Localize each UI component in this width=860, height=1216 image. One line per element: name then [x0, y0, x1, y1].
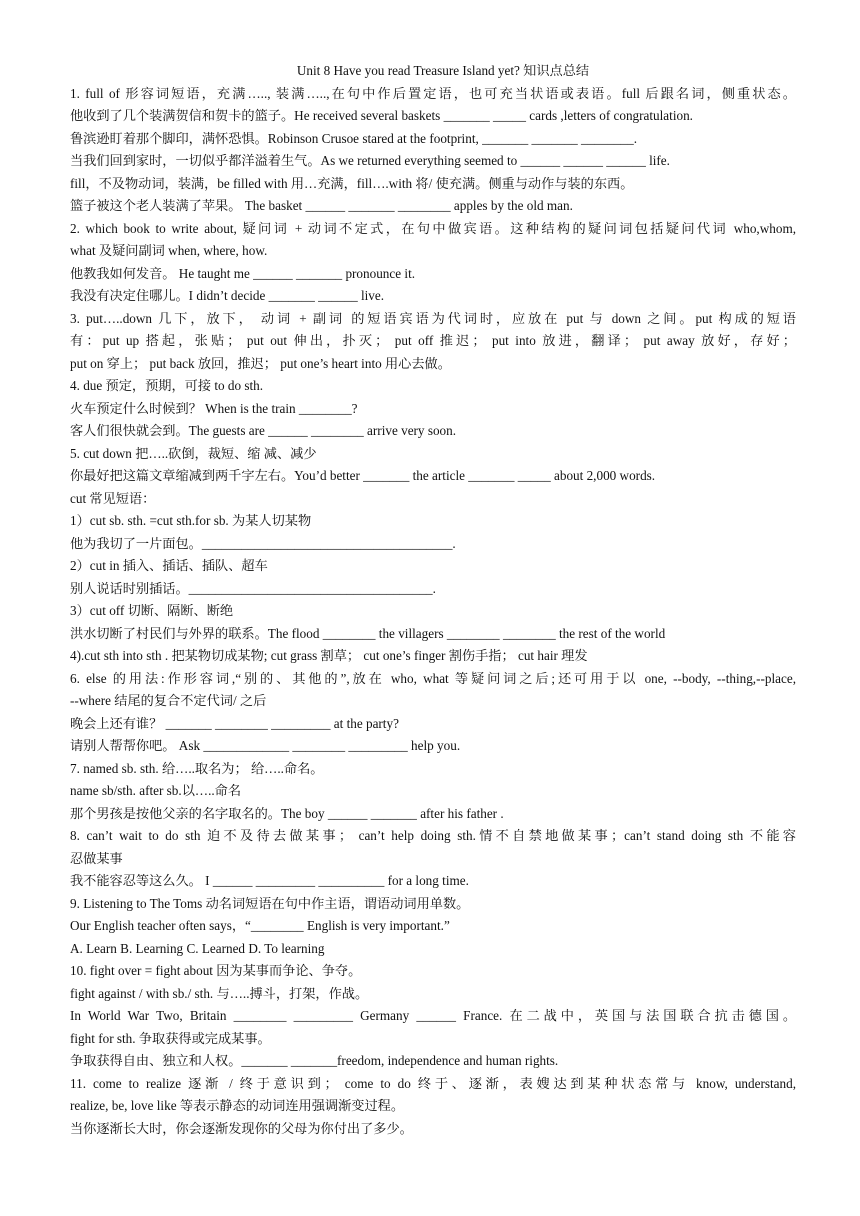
text-line: 8. can’t wait to do sth 迫不及待去做某事； can’t help doing sth.情不自禁地做某事；can’t stand doing sth 不能容	[70, 828, 796, 843]
text-line: 6. else 的用法:作形容词,“别的、其他的”,放在 who, what 等疑问词之后;还可用于以 one, --body, --thing,--place,	[70, 670, 796, 686]
text-line: A. Learn B. Learning C. Learned D. To learning	[70, 940, 325, 956]
text-line: --where 结尾的复合不定代词/ 之后	[70, 693, 267, 708]
text-line: 请别人帮帮你吧。 Ask _____________ ________ _________ help you.	[70, 738, 461, 753]
text-line: 别人说话时别插话。_____________________________________.	[70, 580, 436, 596]
text-line: 他教我如何发音。 He taught me ______ _______ pronounce it.	[70, 265, 416, 281]
text-line: fill，不及物动词，装满，be filled with 用…充满，fill….with 将/ 使充满。侧重与动作与装的东西。	[70, 175, 634, 191]
text-line: 他为我切了一片面包。______________________________________.	[70, 535, 456, 551]
text-line: 客人们很快就会到。The guests are ______ ________ arrive very soon.	[70, 423, 457, 438]
text-line: 你最好把这篇文章缩减到两千字左右。You’d better _______ the article _______ _____ about 2,000 words.	[70, 468, 656, 483]
text-line: what 及疑问副词 when, where, how.	[70, 243, 268, 258]
text-line: 10. fight over = fight about 因为某事而争论、争夺。	[70, 963, 362, 978]
text-line: 2）cut in 插入、插话、插队、超车	[70, 558, 268, 573]
text-line: 晚会上还有谁？ _______ ________ _________ at the party?	[70, 715, 399, 731]
text-line: 4. due 预定，预期，可接 to do sth.	[70, 378, 264, 393]
text-line: 当你逐渐长大时，你会逐渐发现你的父母为你付出了多少。	[70, 1120, 413, 1136]
text-line: 忍做某事	[70, 850, 123, 866]
text-line: 7. named sb. sth. 给…..取名为； 给…..命名。	[70, 760, 324, 776]
text-line: 4).cut sth into sth . 把某物切成某物; cut grass 割草； cut one’s finger 割伤手指； cut hair 理发	[70, 648, 588, 663]
text-line: 5. cut down 把…..砍倒，裁短、缩 减、减少	[70, 445, 317, 461]
text-line: Our English teacher often says，“________ English is very important.”	[70, 918, 450, 933]
text-line: 鲁滨逊盯着那个脚印，满怀恐惧。Robinson Crusoe stared at the footprint, _______ _______ ________.	[70, 130, 638, 146]
text-line: realize, be, love like 等表示静态的动词连用强调渐变过程。	[70, 1098, 405, 1113]
text-line: 我不能容忍等这么久。 I ______ _________ __________ for a long time.	[70, 873, 469, 888]
text-line: 争取获得自由、独立和人权。_______ _______freedom, independence and human rights.	[70, 1053, 559, 1068]
text-line: 1）cut sb. sth. =cut sth.for sb. 为某人切某物	[70, 513, 312, 528]
text-line: In World War Two, Britain ________ _________ Germany ______ France. 在二战中，英国与法国联合抗击德国。	[70, 1008, 796, 1023]
text-line: put on 穿上； put back 放回，推迟； put one’s heart into 用心去做。	[70, 355, 451, 371]
text-line: 1. full of 形容词短语，充满….., 装满…..,在句中作后置定语，也可充当状语或表语。full 后跟名词，侧重状态。	[70, 85, 796, 101]
text-line: 火车预定什么时候到？ When is the train ________?	[70, 400, 358, 416]
text-line: cut 常见短语：	[70, 490, 156, 506]
text-line: 3. put…..down 几下，放下， 动词 + 副词 的短语宾语为代词时，应放在 put 与 down 之间。put 构成的短语	[70, 310, 796, 326]
text-line: fight for sth. 争取获得或完成某事。	[70, 1030, 271, 1046]
text-line: 他收到了几个装满贺信和贺卡的篮子。He received several baskets _______ _____ cards ,letters of congratulation.	[70, 108, 693, 123]
text-line: 3）cut off 切断、隔断、断绝	[70, 603, 234, 618]
text-line: 9. Listening to The Toms 动名词短语在句中作主语，谓语动词用单数。	[70, 895, 470, 911]
text-line: 洪水切断了村民们与外界的联系。The flood ________ the villagers ________ ________ the rest of the world	[70, 625, 666, 641]
text-line: fight against / with sb./ sth. 与…..搏斗，打架，作战。	[70, 985, 369, 1001]
document-title: Unit 8 Have you read Treasure Island yet? 知识点总结	[296, 63, 590, 78]
text-line: 那个男孩是按他父亲的名字取名的。The boy ______ _______ after his father .	[70, 805, 504, 821]
text-line: 有：put up 搭起，张贴； put out 伸出，扑灭； put off 推迟； put into 放进，翻译； put away 放好，存好；	[70, 333, 796, 348]
text-line: 篮子被这个老人装满了苹果。 The basket ______ _______ ________ apples by the old man.	[70, 198, 573, 213]
document-body	[70, 83, 796, 1141]
text-line: 2. which book to write about, 疑问词 + 动词不定式，在句中做宾语。这种结构的疑问词包括疑问代词 who,whom,	[70, 220, 796, 236]
document-page	[70, 60, 796, 1140]
text-line: 11. come to realize 逐渐 / 终于意识到； come to do 终于、逐渐，表嫂达到某种状态常与 know, understand,	[70, 1075, 796, 1091]
text-line: name sb/sth. after sb.以…..命名	[70, 783, 242, 798]
text-line: 当我们回到家时，一切似乎都洋溢着生气。As we returned everything seemed to ______ ______ ______ life.	[70, 153, 670, 168]
text-line: 我没有决定住哪儿。I didn’t decide _______ ______ live.	[70, 288, 385, 303]
